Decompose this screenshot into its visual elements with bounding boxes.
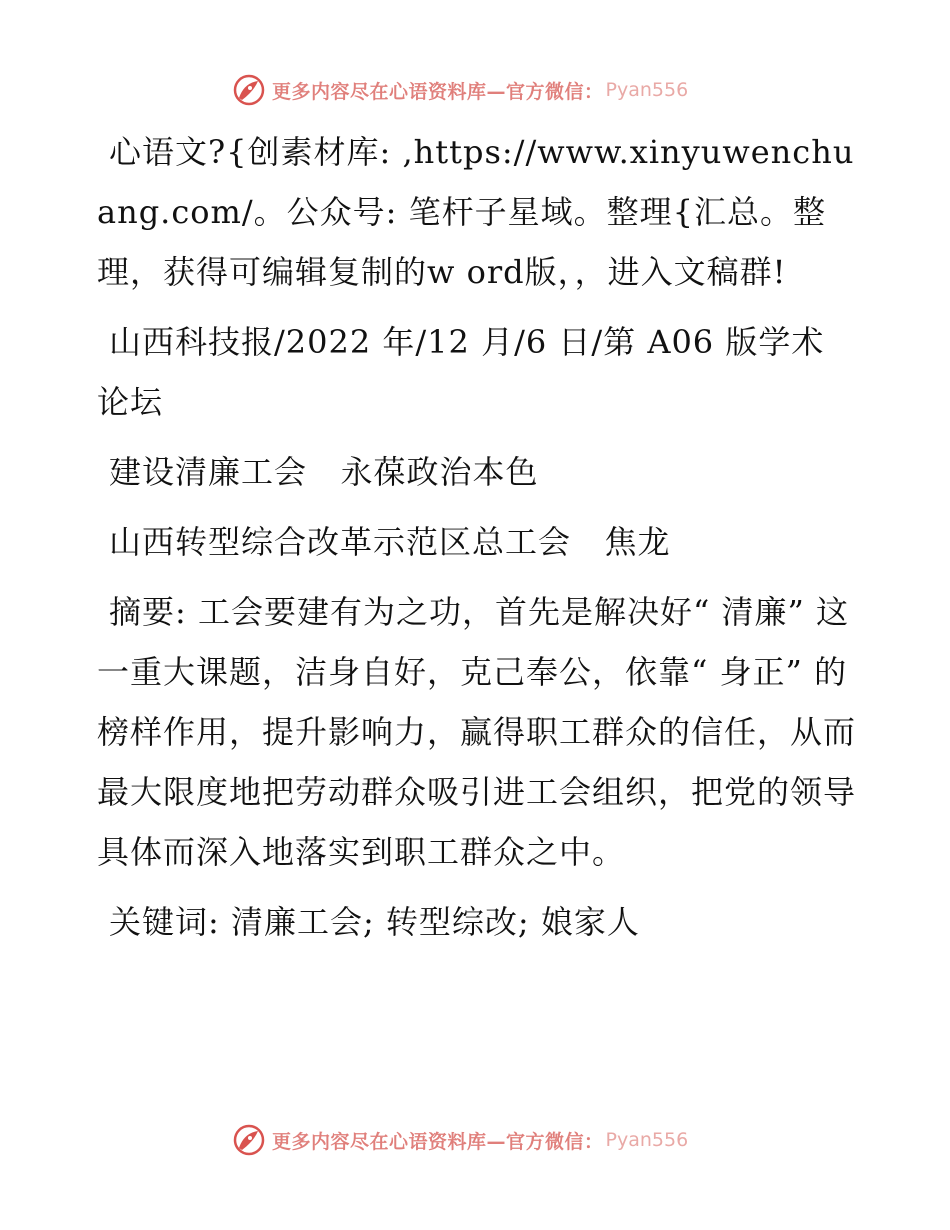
footer-wechat-id: Pyan556 bbox=[605, 1129, 689, 1151]
header-wechat-id: Pyan556 bbox=[605, 79, 689, 101]
pen-nib-logo-icon bbox=[232, 1123, 266, 1157]
intro-paragraph: 心语文?{创素材库: ,https://www.xinyuwenchuang.com/。公众号: 笔杆子星域。整理{汇总。整理，获得可编辑复制的w ord版，，进入文稿群! bbox=[97, 133, 855, 291]
document-body bbox=[97, 122, 857, 962]
keywords-line: 关键词: 清廉工会; 转型综改; 娘家人 bbox=[109, 903, 640, 941]
source-line: 山西科技报/2022 年/12 月/6 日/第 A06 版学术论坛 bbox=[97, 323, 825, 421]
pen-nib-logo-icon bbox=[232, 73, 266, 107]
header-banner-text: 更多内容尽在心语资料库—官方微信： bbox=[272, 80, 604, 103]
header-banner bbox=[232, 70, 688, 110]
footer-banner bbox=[232, 1120, 688, 1160]
article-title: 建设清廉工会 永葆政治本色 bbox=[109, 453, 539, 491]
abstract-paragraph: 摘要: 工会要建有为之功，首先是解决好“ 清廉” 这一重大课题，洁身自好，克己奉公，依靠“ 身正” 的榜样作用，提升影响力，赢得职工群众的信任，从而最大限度地把劳动群众吸引进工会组织，把党的领导具体而深入地落实到职工群众之中。 bbox=[97, 593, 857, 871]
footer-banner-text: 更多内容尽在心语资料库—官方微信： bbox=[272, 1130, 604, 1153]
article-author: 山西转型综合改革示范区总工会 焦龙 bbox=[109, 523, 671, 561]
